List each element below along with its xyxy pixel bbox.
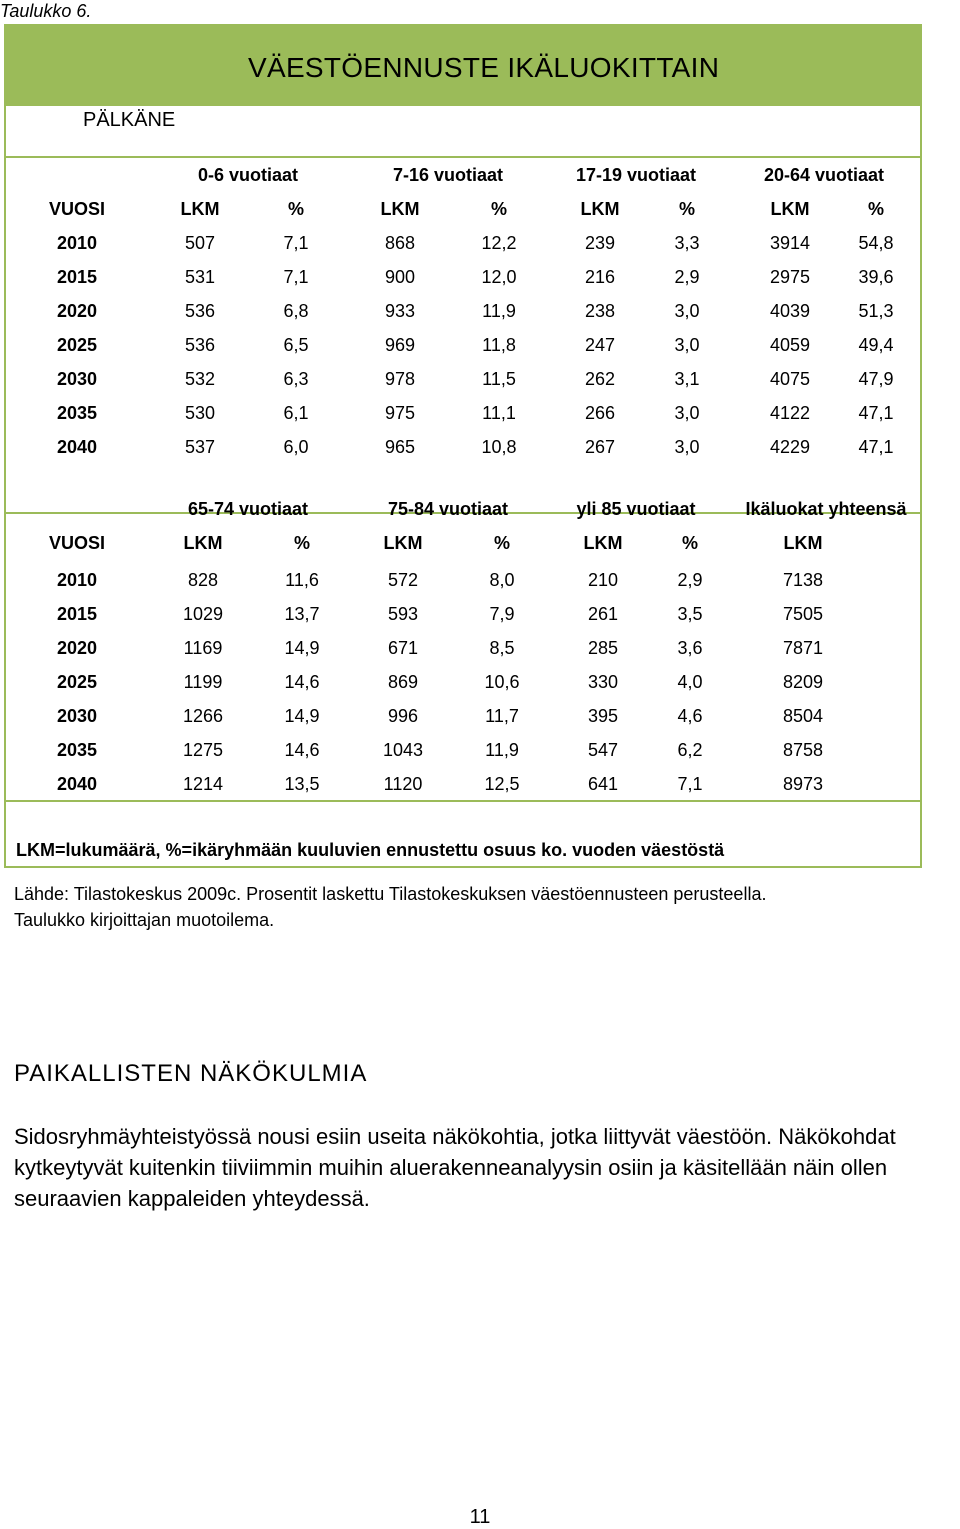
- table-cell: 4122: [769, 403, 811, 423]
- column-header: %: [293, 533, 310, 553]
- table-cell: 51,3: [858, 301, 894, 321]
- table-cell: 3,0: [674, 403, 700, 423]
- section-paragraph: Sidosryhmäyhteistyössä nousi esiin useita näkökohtia, jotka liittyvät väestöön. Näkökohdat kytkeytyvät kuitenkin tiiviimmin muihin aluerakenneanalyysin osiin ja käsitellään näin ollen seuraavien kappaleiden yhteydessä.: [14, 1124, 896, 1211]
- year-cell: 2020: [56, 638, 98, 658]
- age-group-header: 0-6 vuotiaat: [197, 165, 299, 185]
- year-cell: 2035: [56, 403, 98, 423]
- source-line: Lähde: Tilastokeskus 2009c. Prosentit laskettu Tilastokeskuksen väestöennusteen perusteella.: [14, 884, 767, 904]
- table-cell: 8,0: [489, 570, 515, 590]
- table-cell: 3,5: [677, 604, 703, 624]
- table-cell: 641: [587, 774, 619, 794]
- column-header: LKM: [583, 533, 623, 553]
- table-cell: 1266: [182, 706, 224, 726]
- row-divider: [6, 800, 920, 802]
- table-cell: 8,5: [489, 638, 515, 658]
- table-cell: 507: [184, 233, 216, 253]
- table-cell: 247: [584, 335, 616, 355]
- column-header: LKM: [580, 199, 620, 219]
- year-cell: 2015: [56, 604, 98, 624]
- table-cell: 2975: [769, 267, 811, 287]
- table-cell: 671: [387, 638, 419, 658]
- table-cell: 7,1: [283, 233, 309, 253]
- table-cell: 267: [584, 437, 616, 457]
- table-cell: 8973: [782, 774, 824, 794]
- year-cell: 2010: [56, 570, 98, 590]
- year-cell: 2035: [56, 740, 98, 760]
- table-cell: 1029: [182, 604, 224, 624]
- table-cell: 261: [587, 604, 619, 624]
- table-cell: 7,9: [489, 604, 515, 624]
- table-cell: 6,2: [677, 740, 703, 760]
- table-cell: 933: [384, 301, 416, 321]
- table-cell: 14,6: [284, 740, 320, 760]
- column-header: %: [493, 533, 510, 553]
- table-cell: 4229: [769, 437, 811, 457]
- age-group-header: Ikäluokat yhteensä: [745, 499, 907, 519]
- column-header: LKM: [180, 199, 220, 219]
- table-cell: 14,9: [284, 638, 320, 658]
- table-cell: 11,5: [482, 369, 516, 389]
- table-cell: 7138: [782, 570, 824, 590]
- table-cell: 210: [587, 570, 619, 590]
- table-cell: 6,0: [283, 437, 309, 457]
- table-cell: 4059: [769, 335, 811, 355]
- table-cell: 6,1: [283, 403, 309, 423]
- column-header: %: [867, 199, 884, 219]
- age-group-header: 65-74 vuotiaat: [187, 499, 309, 519]
- column-header: %: [490, 199, 507, 219]
- age-group-header: 17-19 vuotiaat: [575, 165, 697, 185]
- column-header: %: [678, 199, 695, 219]
- source-note: [14, 881, 914, 933]
- table-title: VÄESTÖENNUSTE IKÄLUOKITTAIN: [248, 52, 720, 83]
- year-cell: 2030: [56, 706, 98, 726]
- table-cell: 262: [584, 369, 616, 389]
- table-cell: 537: [184, 437, 216, 457]
- table-cell: 11,1: [482, 403, 516, 423]
- source-line: Taulukko kirjoittajan muotoilema.: [14, 910, 275, 930]
- table-cell: 285: [587, 638, 619, 658]
- table-cell: 11,8: [482, 335, 516, 355]
- table-cell: 4075: [769, 369, 811, 389]
- column-header: VUOSI: [48, 199, 105, 219]
- table-cell: 4,0: [677, 672, 703, 692]
- table-cell: 14,9: [284, 706, 320, 726]
- table-cell: 12,2: [481, 233, 517, 253]
- table-cell: 8209: [782, 672, 824, 692]
- table-cell: 11,6: [285, 570, 319, 590]
- table-cell: 266: [584, 403, 616, 423]
- table-cell: 47,9: [858, 369, 894, 389]
- table-cell: 965: [384, 437, 416, 457]
- table-cell: 10,8: [481, 437, 517, 457]
- table-cell: 536: [184, 335, 216, 355]
- table-cell: 2,9: [674, 267, 700, 287]
- column-header: %: [287, 199, 304, 219]
- table-cell: 7,1: [283, 267, 309, 287]
- table-cell: 1214: [182, 774, 224, 794]
- table-cell: 6,3: [283, 369, 309, 389]
- table-cell: 239: [584, 233, 616, 253]
- year-cell: 2025: [56, 335, 98, 355]
- table-cell: 47,1: [858, 437, 894, 457]
- table-cell: 572: [387, 570, 419, 590]
- table-cell: 47,1: [858, 403, 894, 423]
- year-cell: 2030: [56, 369, 98, 389]
- table-cell: 978: [384, 369, 416, 389]
- column-header: LKM: [783, 533, 823, 553]
- table-cell: 532: [184, 369, 216, 389]
- table-caption: Taulukko 6.: [0, 1, 92, 21]
- column-header: LKM: [770, 199, 810, 219]
- table-cell: 12,0: [481, 267, 517, 287]
- table-cell: 536: [184, 301, 216, 321]
- table-cell: 7871: [782, 638, 824, 658]
- table-cell: 13,7: [284, 604, 320, 624]
- table-cell: 868: [384, 233, 416, 253]
- table-cell: 3,6: [677, 638, 703, 658]
- table-cell: 238: [584, 301, 616, 321]
- table-cell: 3,1: [674, 369, 700, 389]
- table-cell: 4,6: [677, 706, 703, 726]
- table-cell: 216: [584, 267, 616, 287]
- table-cell: 969: [384, 335, 416, 355]
- population-forecast-table: [4, 24, 922, 868]
- row-divider: [6, 156, 920, 158]
- column-header: %: [681, 533, 698, 553]
- table-cell: 10,6: [484, 672, 520, 692]
- column-header: LKM: [380, 199, 420, 219]
- column-header: LKM: [183, 533, 223, 553]
- table-cell: 1043: [382, 740, 424, 760]
- table-cell: 11,9: [482, 301, 516, 321]
- table-cell: 395: [587, 706, 619, 726]
- table-cell: 13,5: [284, 774, 320, 794]
- table-cell: 3,0: [674, 437, 700, 457]
- table-cell: 1275: [182, 740, 224, 760]
- table-cell: 975: [384, 403, 416, 423]
- table-cell: 11,9: [485, 740, 519, 760]
- table-cell: 900: [384, 267, 416, 287]
- age-group-header: 20-64 vuotiaat: [763, 165, 885, 185]
- section-heading: PAIKALLISTEN NÄKÖKULMIA: [14, 1060, 368, 1087]
- year-cell: 2040: [56, 437, 98, 457]
- table-cell: 3,0: [674, 335, 700, 355]
- table-cell: 3914: [769, 233, 811, 253]
- year-cell: 2040: [56, 774, 98, 794]
- table-cell: 1120: [383, 774, 423, 794]
- table-cell: 14,6: [284, 672, 320, 692]
- page-number: 11: [469, 1506, 491, 1528]
- age-group-header: 75-84 vuotiaat: [387, 499, 509, 519]
- table-cell: 6,5: [283, 335, 309, 355]
- area-label: PÄLKÄNE: [83, 109, 176, 131]
- table-cell: 531: [184, 267, 216, 287]
- table-cell: 593: [387, 604, 419, 624]
- year-cell: 2020: [56, 301, 98, 321]
- table-cell: 530: [184, 403, 216, 423]
- table-cell: 54,8: [858, 233, 894, 253]
- table-cell: 2,9: [677, 570, 703, 590]
- table-cell: 7,1: [677, 774, 703, 794]
- table-cell: 8504: [782, 706, 824, 726]
- table-cell: 996: [387, 706, 419, 726]
- table-cell: 8758: [782, 740, 824, 760]
- table-cell: 1169: [183, 638, 223, 658]
- year-cell: 2025: [56, 672, 98, 692]
- table-cell: 3,3: [674, 233, 700, 253]
- table-cell: 3,0: [674, 301, 700, 321]
- table-cell: 4039: [769, 301, 811, 321]
- age-group-header: 7-16 vuotiaat: [392, 165, 504, 185]
- year-cell: 2015: [56, 267, 98, 287]
- table-cell: 39,6: [858, 267, 894, 287]
- table-cell: 547: [587, 740, 619, 760]
- year-cell: 2010: [56, 233, 98, 253]
- table-cell: 1199: [183, 672, 223, 692]
- table-cell: 7505: [782, 604, 824, 624]
- table-cell: 12,5: [484, 774, 520, 794]
- table-cell: 11,7: [485, 706, 519, 726]
- table-legend: LKM=lukumäärä, %=ikäryhmään kuuluvien ennustettu osuus ko. vuoden väestöstä: [16, 840, 725, 860]
- column-header: VUOSI: [48, 533, 105, 553]
- table-cell: 828: [187, 570, 219, 590]
- table-cell: 869: [387, 672, 419, 692]
- column-header: LKM: [383, 533, 423, 553]
- table-cell: 49,4: [858, 335, 894, 355]
- age-group-header: yli 85 vuotiaat: [576, 499, 696, 519]
- table-cell: 330: [587, 672, 619, 692]
- table-cell: 6,8: [283, 301, 309, 321]
